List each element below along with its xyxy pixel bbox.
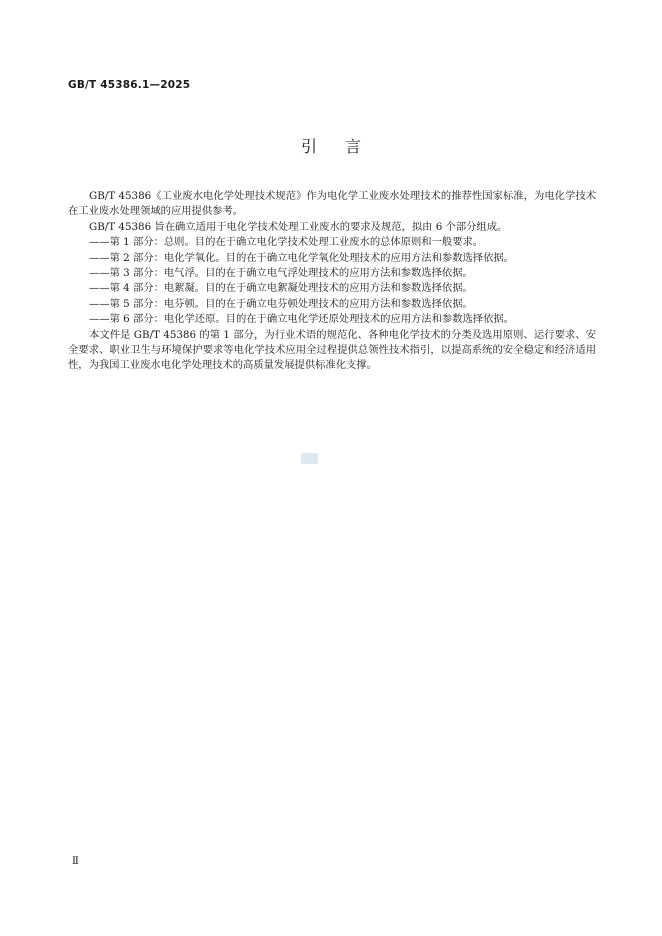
standard-code: GB/T 45386.1—2025 [68,79,191,91]
list-item-part-3: ——第 3 部分：电气浮。目的在于确立电气浮处理技术的应用方法和参数选择依据。 [89,267,473,280]
paragraph-intro: GB/T 45386《工业废水电化学处理技术规范》作为电化学工业废水处理技术的推荐性国家标准，为电化学技术在工业废水处理领域的应用提供参考。 [68,190,596,218]
watermark-logo [301,453,318,464]
list-item-part-2: ——第 2 部分：电化学氧化。目的在于确立电化学氧化处理技术的应用方法和参数选择依据。 [89,251,514,264]
list-item-part-5: ——第 5 部分：电芬顿。目的在于确立电芬顿处理技术的应用方法和参数选择依据。 [89,297,473,310]
paragraph-purpose: 本文件是 GB/T 45386 的第 1 部分，为行业术语的规范化、各种电化学技术的分类及选用原则、运行要求、安全要求、职业卫生与环境保护要求等电化学技术应用全过程提供总领性技术指引，以提高系统的安全稳定和经济适用性，为我国工业废水电化学处理技术的高质量发展提供标准化支撑。 [68,328,596,372]
page-number: Ⅱ [72,856,79,867]
section-title: 引言 [300,137,389,156]
list-item-part-1: ——第 1 部分：总则。目的在于确立电化学技术处理工业废水的总体原则和一般要求。 [89,236,484,249]
body-text [68,189,596,374]
list-item-part-4: ——第 4 部分：电絮凝。目的在于确立电絮凝处理技术的应用方法和参数选择依据。 [89,282,473,295]
list-item-part-6: ——第 6 部分：电化学还原。目的在于确立电化学还原处理技术的应用方法和参数选择依据。 [89,313,514,326]
paragraph-scope: GB/T 45386 旨在确立适用于电化学技术处理工业废水的要求及规范，拟由 6 个部分组成。 [89,220,508,233]
